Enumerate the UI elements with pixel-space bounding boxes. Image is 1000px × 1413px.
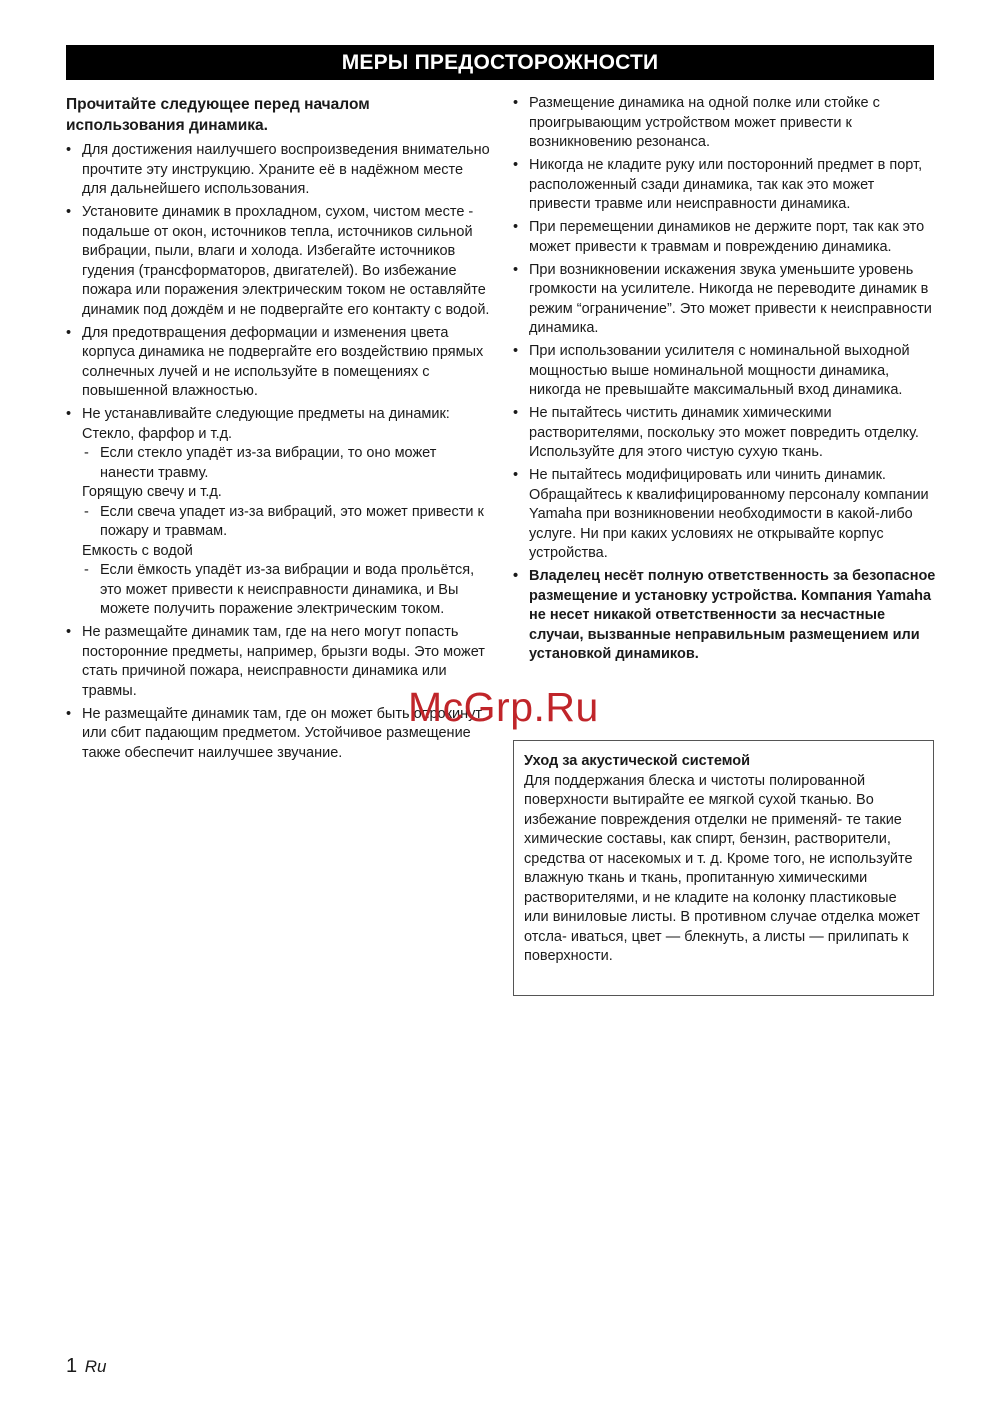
list-item: • Размещение динамика на одной полке или стойке с проигрывающим устройством может привести к возникновению резонанса. <box>513 95 880 150</box>
right-column <box>513 94 937 668</box>
list-item: • Для достижения наилучшего воспроизведения внимательно прочтите эту инструкцию. Храните её в надёжном месте для дальнейшего использования. <box>66 142 490 197</box>
language-code: Ru <box>84 1357 107 1376</box>
heading-line-1: Прочитайте следующее перед началом <box>66 96 370 113</box>
list-item: • Не размещайте динамик там, где на него могут попасть посторонние предметы, например, брызги воды. Это может стать причиной пожара, неисправности динамика или травмы. <box>66 624 485 699</box>
list-item-bold: • Владелец несёт полную ответственность за безопасное размещение и установку устройства. Компания Yamaha не несет никакой ответственности за несчастные случаи, вызванные неправильным размещением или установкой динамиков. <box>513 568 936 662</box>
heading-line-2: использования динамика. <box>66 117 268 134</box>
sub-item: Емкость с водой <box>82 542 193 559</box>
sub-item: Горящую свечу и т.д. <box>82 484 222 500</box>
list-item: • Для предотвращения деформации и изменения цвета корпуса динамика не подвергайте его воздействию прямых солнечных лучей и не используйте в помещениях с повышенной влажностью. <box>66 324 484 399</box>
list-item: • Никогда не кладите руку или посторонний предмет в порт, расположенный сзади динамика, так как это может привести травме или неисправности динамика. <box>513 157 923 212</box>
left-column <box>66 94 490 767</box>
page-number: 1 <box>66 1355 78 1377</box>
list-item: • Не пытайтесь модифицировать или чинить динамик. Обращайтесь к квалифицированному персоналу компании Yamaha при возникновении необходимости в какой-либо услуге. Ни при каких условиях не открывайте корпус устройства. <box>513 467 929 561</box>
list-item: • Не пытайтесь чистить динамик химическими растворителями, поскольку это может повредить отделку. Используйте для этого чистую сухую ткань. <box>513 405 919 460</box>
list-item: • При возникновении искажения звука уменьшите уровень громкости на усилителе. Никогда не переводите динамик в режим “ограничение”. Это может привести к неисправности динамика. <box>513 261 932 336</box>
list-item: • Не устанавливайте следующие предметы на динамик: Стекло, фарфор и т.д. - Если стекло упадёт из-за вибрации, то оно может нанести травму. Горящую свечу и т.д. - Если свеча упадет из-за вибраций, это может привести к пожару и травмам. Емкость с водой - Если ёмкость упадёт из-за вибрации и вода прольётся, это может привести к неисправности динамика, и Вы можете получить поражение электрическим током. <box>66 405 490 620</box>
section-heading <box>66 94 490 136</box>
page-footer <box>66 1355 106 1378</box>
page-title: МЕРЫ ПРЕДОСТОРОЖНОСТИ <box>66 45 934 80</box>
sub-note: - Если свеча упадет из-за вибраций, это может привести к пожару и травмам. <box>84 503 484 539</box>
sub-note: - Если ёмкость упадёт из-за вибрации и вода прольётся, это может привести к неисправности динамика, и Вы можете получить поражение электрическим током. <box>84 562 475 617</box>
list-item: • При перемещении динамиков не держите порт, так как это может привести к травмам и повреждению динамика. <box>513 219 925 255</box>
sub-note: - Если стекло упадёт из-за вибрации, то оно может нанести травму. <box>84 445 437 481</box>
list-item: • Установите динамик в прохладном, сухом, чистом месте - подальше от окон, источников тепла, источников сильной вибрации, пыли, влаги и холода. Избегайте источников гудения (трансформаторов, двигателей). Во избежание пожара или поражения электрическим током не оставляйте динамик под дождём и не подвергайте его контакту с водой. <box>66 204 490 318</box>
sub-item: Стекло, фарфор и т.д. <box>82 425 233 442</box>
list-item: • При использовании усилителя с номинальной выходной мощностью выше номинальной мощности динамика, никогда не превышайте максимальный вход динамика. <box>513 343 910 398</box>
care-body: Для поддержания блеска и чистоты полированной поверхности вытирайте ее мягкой сухой тканью. Во избежание повреждения отделки не применяй- те такие химические составы, как спирт, бензин, растворители, средства от насекомых и т. д. Кроме того, не используйте влажную ткань и ткань, пропитанную химическими растворителями, и не кладите на колонку пластиковые или виниловые листы. В противном случае отделка может отсла- иваться, цвет — блекнуть, а листы — прилипать к поверхности. <box>524 772 920 964</box>
care-title: Уход за акустической системой <box>524 753 751 769</box>
watermark: McGrp.Ru <box>408 684 599 730</box>
list-item: • Не размещайте динамик там, где он может быть опрокинут или сбит падающим предметом. Устойчивое размещение также обеспечит наилучшее звучание. <box>66 705 482 761</box>
care-info-box <box>513 740 934 996</box>
